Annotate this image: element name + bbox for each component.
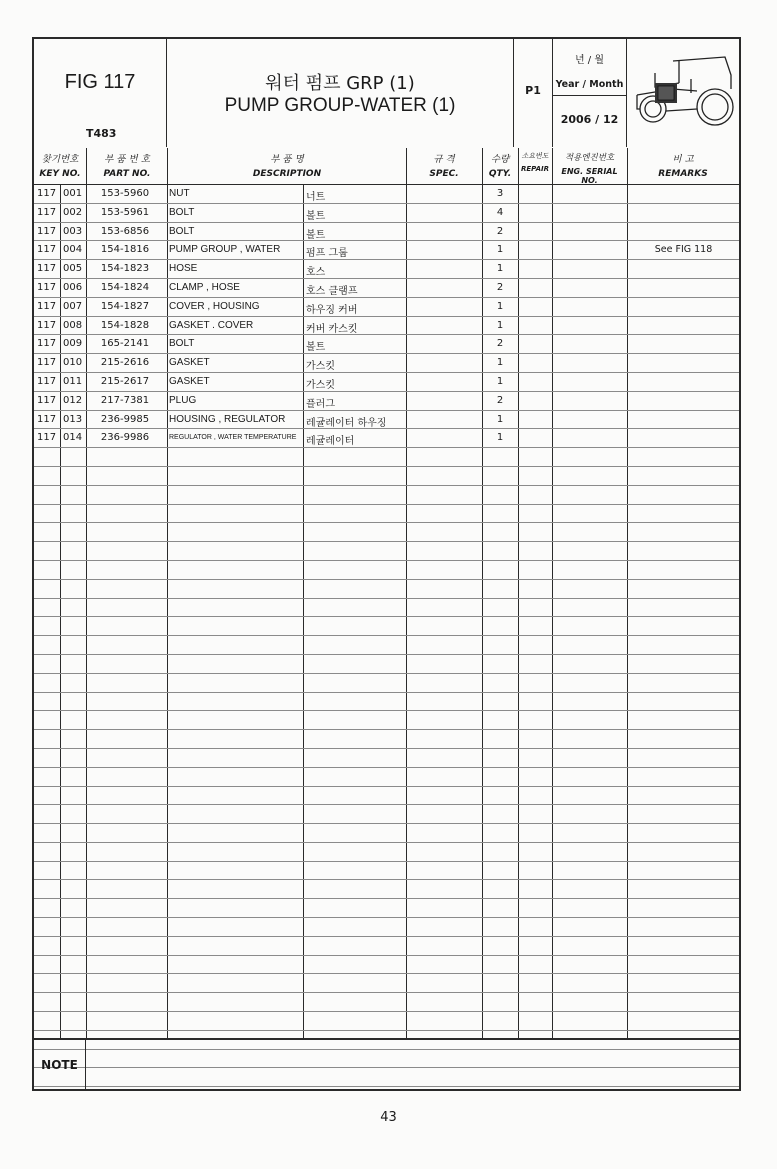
table-row [34, 730, 739, 749]
korean-name-cell: 펌프 그룹 [306, 248, 348, 260]
col-qty: 수량 QTY. [488, 154, 512, 179]
fig-number: FIG 117 [64, 71, 136, 93]
col-serial: 적용엔진번호 ENG. SERIAL NO. [561, 153, 618, 185]
table-row [34, 185, 739, 204]
part-number-cell: 153-5960 [100, 188, 150, 199]
part-number-cell: 215-2617 [100, 375, 150, 387]
table-row [34, 392, 739, 411]
korean-name-cell: 레귤레이터 [306, 436, 355, 448]
quantity-cell: 2 [496, 281, 504, 293]
description-cell: BOLT [169, 338, 195, 350]
part-number-cell: 153-5961 [100, 206, 150, 218]
year-month-english: Year / Month [555, 79, 624, 90]
table-row [34, 580, 739, 599]
col-key: 찾기번호 KEY NO. [39, 154, 81, 179]
fig-number-cell: 117 [37, 432, 57, 444]
description-cell: BOLT [169, 225, 195, 237]
description-cell: HOSE [169, 263, 198, 275]
key-number-cell: 012 [63, 394, 83, 406]
table-row [34, 373, 739, 392]
fig-number-cell: 117 [37, 375, 57, 387]
key-number-cell: 001 [63, 188, 83, 199]
table-row [34, 448, 739, 467]
part-number-cell: 154-1823 [100, 263, 150, 275]
part-number-cell: 154-1828 [100, 319, 150, 331]
year-month-korean: 년 / 월 [574, 55, 605, 66]
table-row [34, 204, 739, 223]
table-row [34, 223, 739, 242]
quantity-cell: 1 [496, 319, 504, 331]
fig-number-cell: 117 [37, 338, 57, 350]
quantity-cell: 1 [496, 432, 504, 444]
note-label: NOTE [34, 1040, 86, 1091]
fig-number-cell: 117 [37, 300, 57, 312]
description-cell: BOLT [169, 206, 195, 218]
fig-block [34, 39, 167, 147]
quantity-cell: 1 [496, 357, 504, 369]
remarks-cell: See FIG 118 [654, 244, 713, 256]
table-row [34, 335, 739, 354]
col-spec: 규 격 SPEC. [429, 154, 459, 179]
key-number-cell: 006 [63, 281, 83, 293]
korean-name-cell: 볼트 [306, 210, 326, 222]
table-row [34, 974, 739, 993]
quantity-cell: 1 [496, 413, 504, 425]
table-row [34, 711, 739, 730]
table-row [34, 260, 739, 279]
quantity-cell: 2 [496, 225, 504, 237]
part-number-cell: 154-1824 [100, 281, 150, 293]
korean-name-cell: 레귤레이터 하우징 [306, 417, 387, 429]
table-row [34, 599, 739, 618]
parts-table-body [34, 185, 739, 1087]
parts-sheet [32, 37, 741, 1091]
quantity-cell: 4 [496, 206, 504, 218]
quantity-cell: 1 [496, 263, 504, 275]
table-row [34, 937, 739, 956]
table-row [34, 899, 739, 918]
year-month-block [553, 39, 627, 147]
description-cell: COVER , HOUSING [169, 300, 260, 312]
part-number-cell: 154-1827 [100, 300, 150, 312]
year-month-header [553, 39, 626, 96]
fig-number-cell: 117 [37, 206, 57, 218]
description-cell: CLAMP , HOSE [169, 281, 240, 293]
page-number: 43 [380, 1110, 397, 1125]
korean-name-cell: 하우징 커버 [306, 304, 358, 316]
key-number-cell: 005 [63, 263, 83, 275]
key-number-cell: 010 [63, 357, 83, 369]
key-number-cell: 014 [63, 432, 83, 444]
year-month-value: 2006 / 12 [560, 113, 619, 126]
part-number-cell: 153-6856 [100, 225, 150, 237]
page-code-block [514, 39, 553, 147]
table-row [34, 749, 739, 768]
fig-number-cell: 117 [37, 413, 57, 425]
part-number-cell: 217-7381 [100, 394, 150, 406]
column-header [34, 148, 739, 185]
table-row [34, 617, 739, 636]
fig-number-cell: 117 [37, 357, 57, 369]
table-row [34, 862, 739, 881]
table-row [34, 768, 739, 787]
table-row [34, 843, 739, 862]
table-row [34, 486, 739, 505]
table-row [34, 561, 739, 580]
table-row [34, 918, 739, 937]
col-description: 부 품 명 DESCRIPTION [252, 154, 322, 179]
part-number-cell: 215-2616 [100, 357, 150, 369]
quantity-cell: 2 [496, 394, 504, 406]
description-cell: GASKET [169, 357, 210, 369]
table-row [34, 824, 739, 843]
quantity-cell: 3 [496, 188, 504, 199]
part-number-cell: 165-2141 [100, 338, 150, 350]
key-number-cell: 004 [63, 244, 83, 256]
table-row [34, 655, 739, 674]
fig-number-cell: 117 [37, 244, 57, 256]
table-row [34, 411, 739, 430]
table-row [34, 693, 739, 712]
description-cell: GASKET . COVER [169, 319, 254, 331]
key-number-cell: 009 [63, 338, 83, 350]
fig-number-cell: 117 [37, 281, 57, 293]
korean-name-cell: 가스킷 [306, 379, 335, 391]
table-row [34, 956, 739, 975]
korean-name-cell: 너트 [306, 192, 326, 203]
table-row [34, 880, 739, 899]
description-cell: REGULATOR , WATER TEMPERATURE [169, 434, 297, 442]
fig-number-cell: 117 [37, 319, 57, 331]
quantity-cell: 2 [496, 338, 504, 350]
col-part: 부 품 번 호 PART NO. [103, 154, 151, 179]
fig-number-cell: 117 [37, 263, 57, 275]
description-cell: PLUG [169, 394, 197, 406]
part-number-cell: 154-1816 [100, 244, 150, 256]
quantity-cell: 1 [496, 300, 504, 312]
table-row [34, 1012, 739, 1031]
page-code: P1 [525, 84, 541, 97]
korean-name-cell: 커버 카스킷 [306, 323, 358, 335]
model-code: T483 [86, 127, 117, 140]
col-repair: 소요번도 REPAIR [520, 152, 550, 173]
korean-name-cell: 플러그 [306, 398, 335, 410]
fig-number-cell: 117 [37, 188, 57, 199]
korean-name-cell: 볼트 [306, 342, 326, 354]
table-row [34, 805, 739, 824]
table-row [34, 317, 739, 336]
title-block [167, 39, 514, 147]
table-row [34, 298, 739, 317]
table-row [34, 467, 739, 486]
part-number-cell: 236-9985 [100, 413, 150, 425]
key-number-cell: 007 [63, 300, 83, 312]
key-number-cell: 002 [63, 206, 83, 218]
korean-name-cell: 호스 클램프 [306, 285, 358, 297]
table-row [34, 523, 739, 542]
quantity-cell: 1 [496, 244, 504, 256]
key-number-cell: 013 [63, 413, 83, 425]
korean-name-cell: 볼트 [306, 229, 326, 241]
fig-number-cell: 117 [37, 394, 57, 406]
note-area [34, 1038, 739, 1091]
col-remarks: 비 고 REMARKS [658, 154, 708, 179]
table-row [34, 542, 739, 561]
part-number-cell: 236-9986 [100, 432, 150, 444]
table-row [34, 993, 739, 1012]
key-number-cell: 008 [63, 319, 83, 331]
key-number-cell: 011 [63, 375, 83, 387]
table-row [34, 787, 739, 806]
description-cell: NUT [169, 188, 190, 199]
title-korean: 워터 펌프 GRP (1) [265, 73, 415, 94]
table-row [34, 636, 739, 655]
image-block [627, 39, 741, 147]
description-cell: GASKET [169, 375, 210, 387]
table-row [34, 505, 739, 524]
tractor-icon [633, 53, 735, 133]
table-row [34, 429, 739, 448]
table-row [34, 354, 739, 373]
table-row [34, 279, 739, 298]
description-cell: HOUSING , REGULATOR [169, 413, 286, 425]
key-number-cell: 003 [63, 225, 83, 237]
fig-number-cell: 117 [37, 225, 57, 237]
title-english: PUMP GROUP-WATER (1) [224, 95, 456, 116]
quantity-cell: 1 [496, 375, 504, 387]
table-row [34, 241, 739, 260]
korean-name-cell: 호스 [306, 267, 326, 279]
korean-name-cell: 가스킷 [306, 361, 335, 373]
table-row [34, 674, 739, 693]
description-cell: PUMP GROUP , WATER [169, 244, 281, 256]
